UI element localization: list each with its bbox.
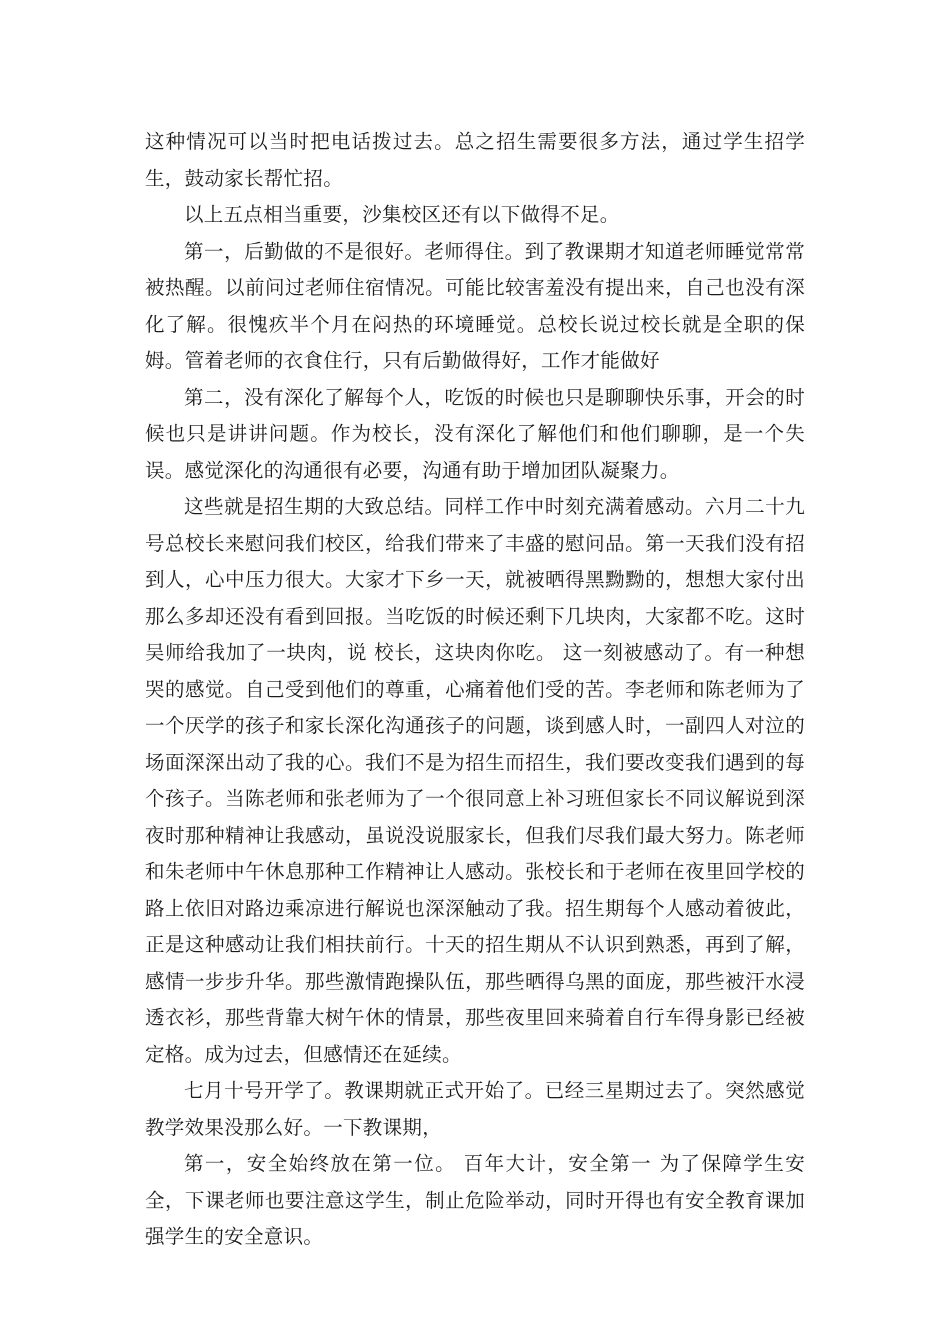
paragraph-2: 以上五点相当重要，沙集校区还有以下做得不足。 [184, 203, 620, 226]
paragraph-6: 七月十号开学了。教课期就正式开始了。已经三星期过去了。突然感觉教学效果没那么好。一下教课期， [145, 1079, 805, 1139]
paragraph-5: 这些就是招生期的大致总结。同样工作中时刻充满着感动。六月二十九号总校长来慰问我们校区，给我们带来了丰盛的慰问品。第一天我们没有招到人，心中压力很大。大家才下乡一天，就被晒得黑黝黝的，想想大家付出那么多却还没有看到回报。当吃饭的时候还剩下几块肉，大家都不吃。这时吴师给我加了一块肉，说 校长，这块肉你吃。 这一刻被感动了。有一种想哭的感觉。自己受到他们的尊重，心痛着他们受的苦。李老师和陈老师为了一个厌学的孩子和家长深化沟通孩子的问题，谈到感人时，一副四人对泣的场面深深出动了我的心。我们不是为招生而招生，我们要改变我们遇到的每个孩子。当陈老师和张老师为了一个很同意上补习班但家长不同议解说到深夜时那种精神让我感动，虽说没说服家长，但我们尽我们最大努力。陈老师和朱老师中午休息那种工作精神让人感动。张校长和于老师在夜里回学校的路上依旧对路边乘凉进行解说也深深触动了我。招生期每个人感动着彼此，正是这种感动让我们相扶前行。十天的招生期从不认识到熟悉，再到了解，感情一步步升华。那些激情跑操队伍，那些晒得乌黑的面庞，那些被汗水浸透衣衫，那些背靠大树午休的情景，那些夜里回来骑着自行车得身影已经被定格。成为过去，但感情还在延续。 [145, 495, 805, 1066]
paragraph-3: 第一，后勤做的不是很好。老师得住。到了教课期才知道老师睡觉常常被热醒。以前问过老师住宿情况。可能比较害羞没有提出来，自己也没有深化了解。很愧疚半个月在闷热的环境睡觉。总校长说过校长就是全职的保姆。管着老师的衣食住行，只有后勤做得好，工作才能做好 [145, 239, 805, 372]
paragraph-4: 第二，没有深化了解每个人，吃饭的时候也只是聊聊快乐事，开会的时候也只是讲讲问题。作为校长，没有深化了解他们和他们聊聊，是一个失误。感觉深化的沟通很有必要，沟通有助于增加团队凝聚力。 [145, 385, 805, 482]
paragraph-1: 这种情况可以当时把电话拨过去。总之招生需要很多方法，通过学生招学生，鼓动家长帮忙招。 [145, 130, 805, 190]
document-body [145, 124, 805, 1256]
paragraph-7: 第一，安全始终放在第一位。 百年大计，安全第一 为了保障学生安全，下课老师也要注意这学生，制止危险举动，同时开得也有安全教育课加强学生的安全意识。 [145, 1152, 805, 1248]
